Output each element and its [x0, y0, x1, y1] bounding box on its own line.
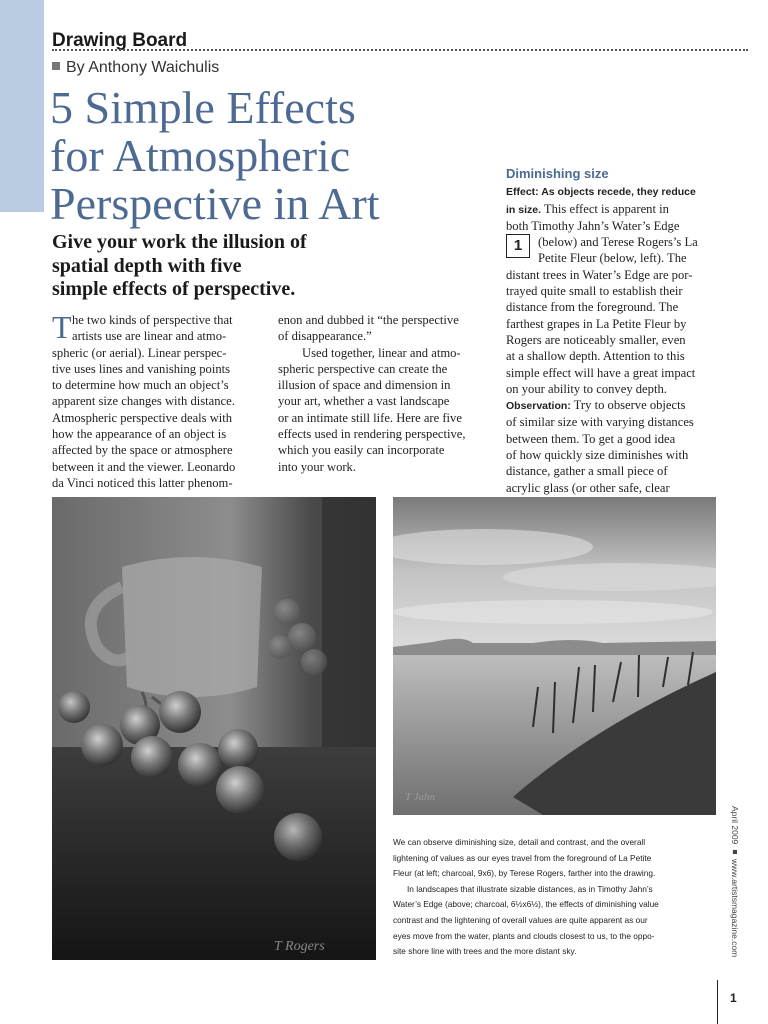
corner-tab: [0, 0, 44, 212]
body-line: effects used in rendering perspective,: [278, 427, 466, 442]
body-line: how the appearance of an object is: [52, 427, 227, 442]
page-number: 1: [730, 991, 737, 1005]
drop-cap: T: [52, 309, 72, 345]
body-line: between them. To get a good idea: [506, 431, 676, 446]
body-line: of similar size with varying distances: [506, 415, 694, 430]
effect-number-badge: 1: [506, 234, 530, 258]
body-line: he two kinds of perspective that: [72, 313, 233, 327]
section-label: Drawing Board: [52, 30, 188, 51]
body-line: of disappearance.”: [278, 329, 372, 344]
caption-line: lightening of values as our eyes travel from the foreground of La Petite: [393, 852, 652, 863]
byline: [52, 59, 219, 77]
effect-tail: This effect is apparent in: [541, 201, 669, 216]
body-line: Petite Fleur (below, left). The: [538, 251, 687, 266]
effect-heading: Diminishing size: [506, 166, 609, 181]
body-line: (below) and Terese Rogers’s La: [538, 235, 698, 250]
body-line: distance, gather a small piece of: [506, 464, 668, 479]
effect-label-end: in size.: [506, 203, 542, 216]
body-line: distant trees in Water’s Edge are por-: [506, 267, 693, 282]
body-line: affected by the space or atmosphere: [52, 443, 233, 458]
image-caption: [393, 835, 716, 960]
headline-line: Perspective in Art: [50, 178, 380, 229]
body-line: trayed quite small to establish their: [506, 284, 683, 299]
body-line: Used together, linear and atmo-: [302, 345, 461, 360]
body-line: spheric (or aerial). Linear perspec-: [52, 345, 227, 360]
square-bullet-icon: [52, 62, 60, 70]
deck-line: Give your work the illusion of: [52, 231, 307, 253]
body-line: Rogers are noticeably smaller, even: [506, 332, 686, 347]
folio-rule: [717, 980, 718, 1024]
effect-label: Effect: As objects recede, they reduce: [506, 186, 696, 199]
body-line: or an intimate still life. Here are five: [278, 410, 462, 425]
body-line: illusion of space and dimension in: [278, 378, 451, 393]
body-line: acrylic glass (or other safe, clear: [506, 480, 670, 495]
body-line: [506, 201, 718, 218]
caption-line: eyes move from the water, plants and clouds closest to us, to the oppo-: [393, 930, 655, 941]
caption-line: Fleur (at left; charcoal, 9x6), by Terese Rogers, farther into the drawing.: [393, 868, 656, 879]
caption-line: Water’s Edge (above; charcoal, 6½x6½), the effects of diminishing value: [393, 899, 659, 910]
caption-line: contrast and the lightening of overall values are quite apparent as our: [393, 914, 648, 925]
body-line: your art, whether a vast landscape: [278, 394, 450, 409]
body-line: into your work.: [278, 459, 357, 474]
body-line: both Timothy Jahn’s Water’s Edge: [506, 218, 680, 233]
deck-line: spatial depth with five: [52, 254, 242, 277]
body-line: on your ability to convey depth.: [506, 381, 667, 396]
svg-text:T Jahn: T Jahn: [405, 791, 436, 803]
body-line: tive uses lines and vanishing points: [52, 361, 231, 376]
body-line: artists use are linear and atmo-: [72, 329, 227, 344]
landscape-illustration: [393, 497, 716, 815]
issue-sidebar: April 2009 ■ www.artistsmagazine.com: [730, 806, 740, 958]
body-column-2: [278, 312, 492, 475]
headline: [50, 84, 490, 228]
landscape-drawing: [393, 497, 716, 815]
body-line: farthest grapes in La Petite Fleur by: [506, 316, 687, 331]
body-line: to determine how much an object’s: [52, 378, 229, 393]
body-line: enon and dubbed it “the perspective: [278, 313, 459, 327]
body-line: apparent size changes with distance.: [52, 394, 235, 409]
body-line: at a shallow depth. Attention to this: [506, 349, 685, 364]
headline-line: 5 Simple Effects: [50, 82, 356, 133]
observation-label: Observation:: [506, 400, 571, 413]
caption-line: In landscapes that illustrate sizable distances, as in Timothy Jahn’s: [407, 883, 653, 894]
headline-line: for Atmospheric: [50, 130, 351, 181]
body-line: Atmospheric perspective deals with: [52, 410, 233, 425]
section-rule: [52, 49, 748, 51]
body-column-1: [52, 309, 266, 491]
caption-line: We can observe diminishing size, detail and contrast, and the overall: [393, 837, 646, 847]
body-line: da Vinci noticed this latter phenom-: [52, 475, 233, 490]
body-column-3: [506, 166, 718, 496]
still-life-illustration: [52, 497, 376, 960]
svg-text:T Rogers: T Rogers: [274, 939, 325, 954]
body-line: between it and the viewer. Leonardo: [52, 459, 236, 474]
byline-text: By Anthony Waichulis: [66, 59, 220, 76]
observation-tail: Try to observe objects: [570, 398, 686, 413]
still-life-drawing: [52, 497, 376, 960]
deck: [52, 231, 482, 302]
body-line: spheric perspective can create the: [278, 361, 448, 376]
body-line: which you easily can incorporate: [278, 443, 445, 458]
body-line: of how quickly size diminishes with: [506, 448, 689, 463]
caption-line: site shore line with trees and the more distant sky.: [393, 946, 577, 957]
body-line: distance from the foreground. The: [506, 300, 679, 315]
body-line: [506, 397, 718, 414]
deck-line: simple effects of perspective.: [52, 278, 296, 300]
body-line: simple effect will have a great impact: [506, 365, 696, 380]
